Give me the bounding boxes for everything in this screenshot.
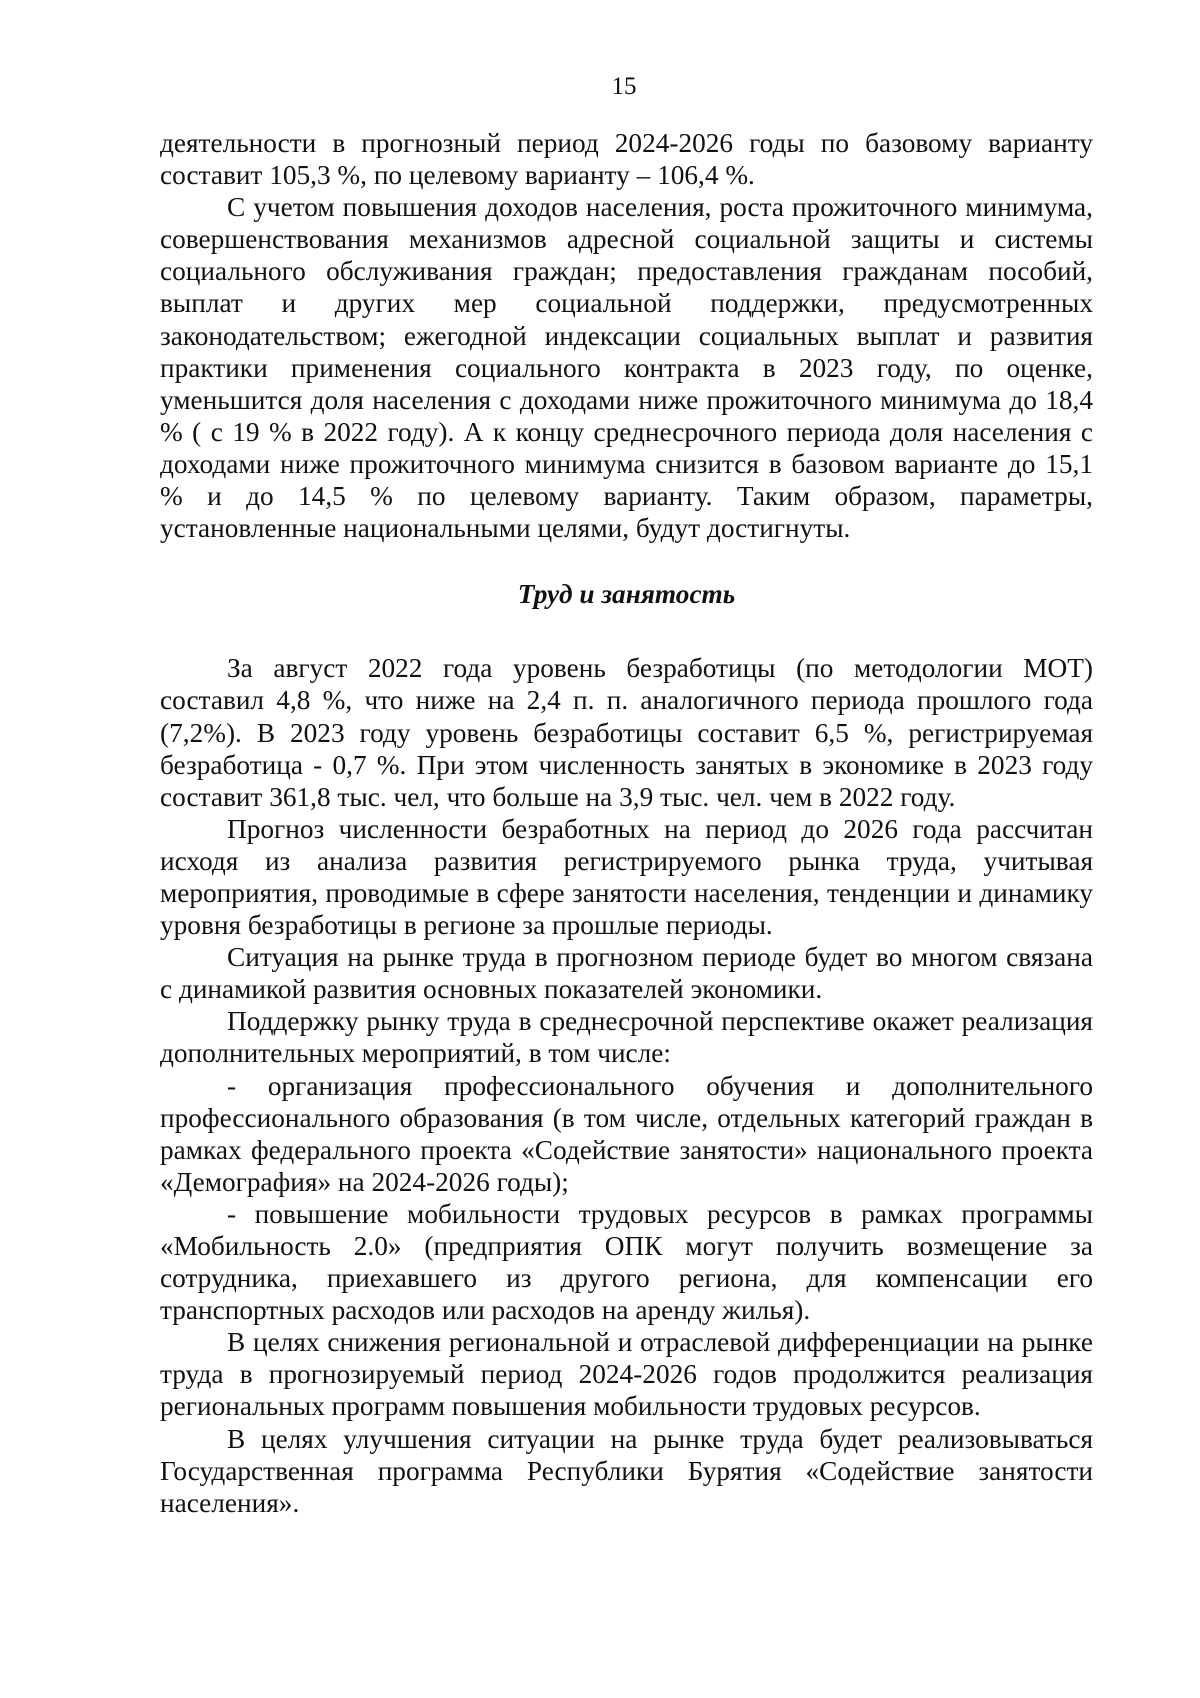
paragraph-state-program: В целях улучшения ситуации на рынке труда будет реализовываться Государственная программа Республики Бурятия «Содействие занятости населения». xyxy=(160,1423,1093,1518)
document-body xyxy=(160,127,1093,1519)
paragraph-continued: деятельности в прогнозный период 2024-2026 годы по базовому варианту составит 105,3 %, по целевому варианту – 106,4 %. xyxy=(160,128,1093,191)
page-number: 15 xyxy=(611,73,637,100)
paragraph-unemployment-level: За август 2022 года уровень безработицы (по методологии МОТ) составил 4,8 %, что ниже на 2,4 п. п. аналогичного периода прошлого года (7,2%). В 2023 году уровень безработицы составит 6,5 %, регистрируемая безработица - 0,7 %. При этом численность занятых в экономике в 2023 году составит 361,8 тыс. чел, что больше на 3,9 тыс. чел. чем в 2022 году. xyxy=(160,653,1093,812)
paragraph-income-poverty: С учетом повышения доходов населения, роста прожиточного минимума, совершенствования механизмов адресной социальной защиты и системы социального обслуживания граждан; предоставления гражданам пособий, выплат и других мер социальной поддержки, предусмотренных законодательством; ежегодной индексации социальных выплат и развития практики применения социального контракта в 2023 году, по оценке, уменьшится доля населения с доходами ниже прожиточного минимума до 18,4 % ( с 19 % в 2022 году). А к концу среднесрочного периода доля населения с доходами ниже прожиточного минимума снизится в базовом варианте до 15,1 % и до 14,5 % по целевому варианту. Таким образом, параметры, установленные национальными целями, будут достигнуты. xyxy=(160,192,1093,544)
paragraph-labor-market-support: Поддержку рынку труда в среднесрочной перспективе окажет реализация дополнительных мероприятий, в том числе: xyxy=(160,1006,1093,1069)
section-title-labor-employment: Труд и занятость xyxy=(517,579,736,610)
paragraph-regional-differentiation: В целях снижения региональной и отраслевой дифференциации на рынке труда в прогнозируемый период 2024-2026 годов продолжится реализация региональных программ повышения мобильности трудовых ресурсов. xyxy=(160,1327,1093,1422)
paragraph-unemployed-forecast: Прогноз численности безработных на период до 2026 года рассчитан исходя из анализа развития регистрируемого рынка труда, учитывая мероприятия, проводимые в сфере занятости населения, тенденции и динамику уровня безработицы в регионе за прошлые периоды. xyxy=(160,813,1093,941)
list-item-professional-training: - организация профессионального обучения и дополнительного профессионального образования (в том числе, отдельных категорий граждан в рамках федерального проекта «Содействие занятости» национального проекта «Демография» на 2024-2026 годы); xyxy=(160,1070,1093,1197)
paragraph-labor-market-situation: Ситуация на рынке труда в прогнозном периоде будет во многом связана с динамикой развития основных показателей экономики. xyxy=(160,942,1093,1005)
list-item-labor-mobility: - повышение мобильности трудовых ресурсов в рамках программы «Мобильность 2.0» (предприятия ОПК могут получить возмещение за сотрудника, приехавшего из другого региона, для компенсации его транспортных расходов или расходов на аренду жилья). xyxy=(160,1198,1093,1326)
